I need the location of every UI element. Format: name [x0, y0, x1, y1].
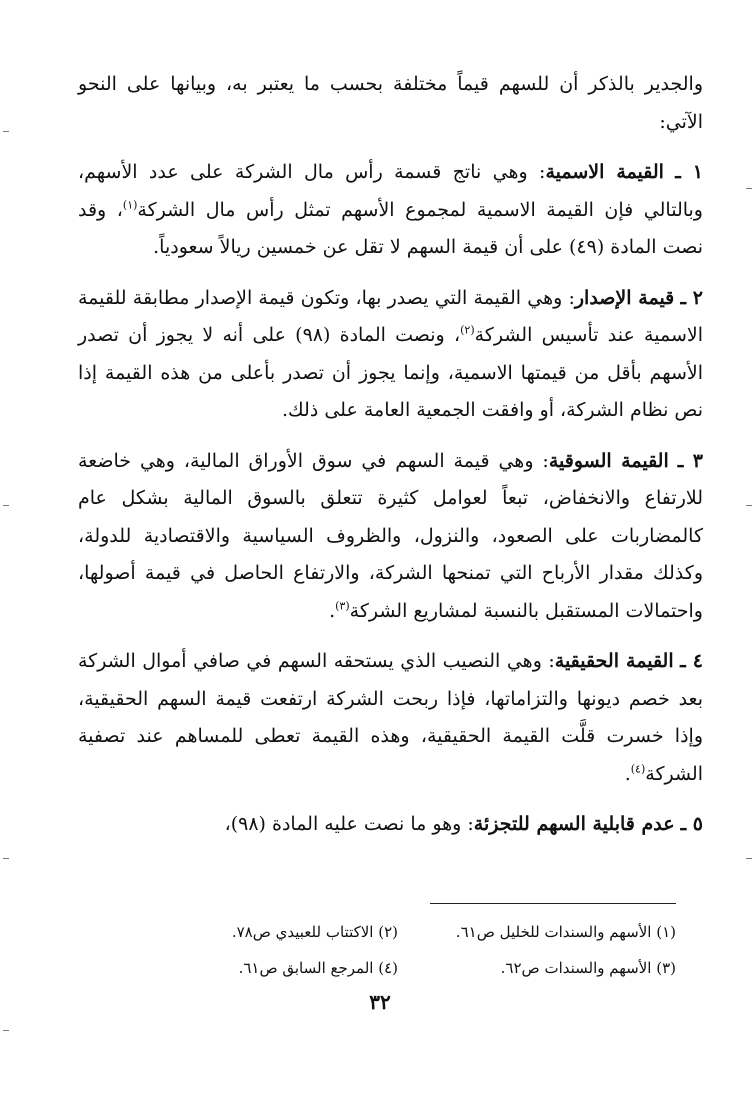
footnote-4: (٤) المرجع السابق ص٦١. — [238, 959, 398, 977]
intro-text: والجدير بالذكر أن للسهم قيماً مختلفة بحسب ما يعتبر به، وبيانها على النحو الآتي: — [78, 73, 703, 133]
footnote-1: (١) الأسهم والسندات للخليل ص٦١. — [455, 923, 676, 941]
item-2-heading: قيمة الإصدار — [574, 286, 675, 309]
footnote-row — [120, 950, 676, 986]
item-3-paragraph — [78, 443, 703, 631]
item-2-paragraph — [78, 280, 703, 430]
item-2-text-cont: ، ونصت المادة (٩٨) على أنه لا يجوز أن تصدر الأسهم بأقل من قيمتها الاسمية، وإنما يجوز أن تصدر بأعلى من هذه القيمة إذا نص نظام الشركة، أو وافقت الجمعية العامة على ذلك. — [78, 324, 703, 421]
footnote-ref-3: (٣) — [335, 599, 350, 613]
footnote-ref-4: (٤) — [630, 762, 646, 776]
footnote-3: (٣) الأسهم والسندات ص٦٢. — [500, 959, 676, 977]
item-2-number: ٢ ـ — [680, 286, 703, 309]
margin-mark — [3, 1030, 9, 1031]
item-4-paragraph — [78, 643, 703, 793]
footnote-2: (٢) الاكتتاب للعبيدي ص٧٨. — [231, 923, 398, 941]
body-text — [78, 66, 703, 844]
item-4-heading: القيمة الحقيقية — [554, 650, 674, 672]
item-1-text: : وهي ناتج قسمة رأس مال الشركة على عدد الأسهم، وبالتالي فإن القيمة الاسمية لمجموع الأسهم تمثل رأس مال الشركة — [78, 161, 703, 221]
item-4-text-cont: . — [624, 762, 631, 785]
footnotes — [120, 914, 676, 986]
item-3-number: ٣ ـ — [677, 449, 703, 472]
item-1-heading: القيمة الاسمية — [545, 161, 664, 183]
item-5-text: : وهو ما نصت عليه المادة (٩٨)، — [224, 813, 474, 835]
margin-mark — [746, 858, 752, 859]
item-3-heading: القيمة السوقية — [548, 449, 669, 472]
margin-mark — [3, 505, 9, 506]
item-5-number: ٥ ـ — [680, 813, 703, 835]
margin-mark — [746, 188, 752, 189]
footnote-separator — [430, 903, 676, 904]
page-number: ٣٢ — [369, 990, 391, 1014]
item-4-number: ٤ ـ — [680, 650, 703, 672]
item-4-text: : وهي النصيب الذي يستحقه السهم في صافي أموال الشركة بعد خصم ديونها والتزاماتها، فإذا ربحت الشركة ارتفعت قيمة السهم الحقيقية، وإذا خسرت قلَّت القيمة الحقيقية، وهذه القيمة تعطى للمساهم عند تصفية الشركة — [78, 650, 703, 785]
intro-paragraph — [78, 66, 703, 141]
margin-mark — [3, 858, 9, 859]
item-5-heading: عدم قابلية السهم للتجزئة — [473, 813, 675, 835]
footnote-ref-2: (٢) — [460, 323, 475, 337]
item-1-text-cont: ، وقد نصت المادة (٤٩) على أن قيمة السهم لا تقل عن خمسين ريالاً سعودياً. — [78, 198, 703, 258]
margin-mark — [746, 505, 752, 506]
item-3-text: : وهي قيمة السهم في سوق الأوراق المالية، وهي خاضعة للارتفاع والانخفاض، تبعاً لعوامل كثيرة تتعلق بالسوق المالية بشكل عام كالمضاربات على الصعود، والنزول، والظروف السياسية والاقتصادية للدولة، وكذلك مقدار الأرباح التي تمنحها الشركة، والارتفاع الحاصل في قيمة أصولها، واحتمالات المستقبل بالنسبة لمشاريع الشركة — [78, 449, 703, 622]
footnote-row — [120, 914, 676, 950]
footnote-ref-1: (١) — [122, 198, 138, 212]
item-3-text-cont: . — [329, 599, 336, 622]
item-2-text: : وهي القيمة التي يصدر بها، وتكون قيمة الإصدار مطابقة للقيمة الاسمية عند تأسيس الشركة — [78, 286, 703, 346]
item-5-paragraph — [78, 806, 703, 844]
item-1-number: ١ ـ — [675, 161, 704, 183]
item-1-paragraph — [78, 154, 703, 267]
margin-mark — [3, 131, 9, 132]
